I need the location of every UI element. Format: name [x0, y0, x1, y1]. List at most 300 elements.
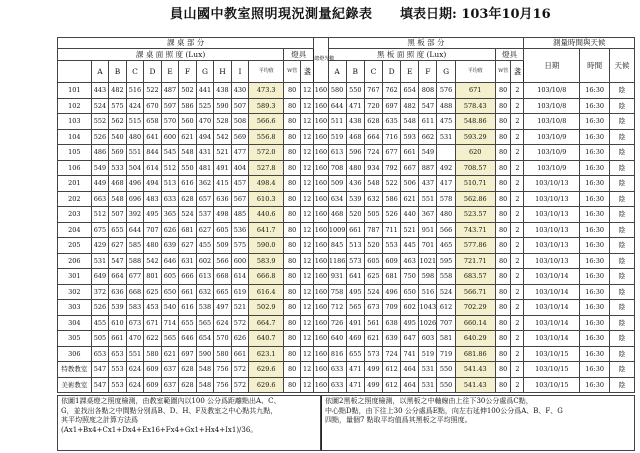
desk-value-cell: 628 — [179, 362, 197, 378]
notes-area — [57, 395, 635, 451]
desk-value-cell: 614 — [231, 269, 249, 285]
board-value-cell: 596 — [346, 145, 364, 161]
board-value-cell: 634 — [328, 191, 346, 207]
time-cell: 16:30 — [580, 98, 610, 114]
board-value-cell: 638 — [383, 315, 401, 331]
page-header — [0, 3, 640, 23]
board-value-cell: 931 — [328, 269, 346, 285]
desk-value-cell: 516 — [126, 83, 144, 99]
room-cell: 304 — [58, 315, 92, 331]
desk-value-cell: 507 — [109, 207, 127, 223]
desk-value-cell: 562 — [109, 114, 127, 130]
total-lamps-cell: 160 — [314, 222, 328, 238]
desk-value-cell: 470 — [126, 331, 144, 347]
board-value-cell: 708 — [328, 160, 346, 176]
desk-value-cell: 521 — [214, 145, 232, 161]
board-count-cell: 2 — [511, 284, 524, 300]
total-lamps-cell: 160 — [314, 191, 328, 207]
desk-value-cell: 619 — [231, 284, 249, 300]
board-value-cell: 709 — [383, 300, 401, 316]
board-value-cell: 934 — [364, 160, 382, 176]
time-cell: 16:30 — [580, 300, 610, 316]
desk-value-cell: 404 — [231, 160, 249, 176]
desk-value-cell: 372 — [91, 284, 109, 300]
desk-value-cell: 486 — [91, 145, 109, 161]
board-value-cell: 816 — [328, 346, 346, 362]
desk-count-cell: 12 — [301, 284, 314, 300]
note-line: 中心點D點，由下往上30 公分處爲E點，向左右延伸100公分爲A、B、F、G — [325, 406, 563, 415]
desk-value-cell: 668 — [214, 269, 232, 285]
board-value-cell: 887 — [419, 160, 437, 176]
desk-count-cell: 12 — [301, 83, 314, 99]
board-illum-header: 黑 板 面 照 度 (Lux) — [328, 49, 495, 61]
board-value-cell: 612 — [437, 300, 455, 316]
room-cell: 303 — [58, 300, 92, 316]
desk-watt-header: W管 — [284, 61, 301, 83]
board-watt-cell: 80 — [495, 83, 511, 99]
board-method-note — [321, 395, 635, 451]
board-count-cell: 2 — [511, 98, 524, 114]
desk-value-cell: 628 — [179, 191, 197, 207]
desk-value-cell: 528 — [214, 114, 232, 130]
desk-value-cell: 539 — [109, 300, 127, 316]
desk-value-cell: 431 — [196, 145, 214, 161]
desk-value-cell: 756 — [214, 377, 232, 393]
desk-value-cell: 509 — [214, 238, 232, 254]
board-avg-cell: 681.86 — [455, 346, 495, 362]
board-value-cell: 1186 — [328, 253, 346, 269]
desk-value-cell: 547 — [109, 253, 127, 269]
board-watt-cell: 80 — [495, 191, 511, 207]
date-cell: 103/10/8 — [524, 83, 580, 99]
desk-value-cell: 626 — [161, 222, 179, 238]
desk-avg-cell: 641.7 — [249, 222, 284, 238]
desk-value-cell: 570 — [161, 114, 179, 130]
desk-value-cell: 570 — [214, 331, 232, 347]
room-cell: 204 — [58, 222, 92, 238]
board-value-cell: 471 — [346, 377, 364, 393]
desk-count-cell: 12 — [301, 222, 314, 238]
weather-cell: 陰 — [610, 222, 635, 238]
board-avg-cell: 683.57 — [455, 269, 495, 285]
desk-value-cell: 590 — [196, 346, 214, 362]
board-value-cell: 719 — [437, 346, 455, 362]
total-lamps-cell: 160 — [314, 114, 328, 130]
desk-watt-cell: 80 — [284, 238, 301, 254]
room-cell: 103 — [58, 114, 92, 130]
desk-value-cell: 622 — [144, 331, 162, 347]
desk-value-cell: 537 — [196, 207, 214, 223]
board-value-cell: 471 — [346, 98, 364, 114]
board-value-cell: 767 — [364, 83, 382, 99]
desk-value-cell: 697 — [179, 346, 197, 362]
board-value-cell: 593 — [401, 129, 419, 145]
desk-value-cell: 455 — [91, 315, 109, 331]
total-lamps-cell: 160 — [314, 129, 328, 145]
desk-value-cell: 621 — [179, 129, 197, 145]
desk-count-cell: 12 — [301, 160, 314, 176]
date-cell: 103/10/9 — [524, 145, 580, 161]
board-avg-cell: 548.86 — [455, 114, 495, 130]
time-cell: 16:30 — [580, 207, 610, 223]
total-lamps-cell: 160 — [314, 83, 328, 99]
desk-value-cell: 565 — [161, 331, 179, 347]
desk-value-cell: 641 — [144, 129, 162, 145]
desk-watt-cell: 80 — [284, 315, 301, 331]
desk-value-cell: 540 — [161, 300, 179, 316]
desk-avg-cell: 556.8 — [249, 129, 284, 145]
board-value-cell: 724 — [364, 145, 382, 161]
board-value-cell: 550 — [346, 83, 364, 99]
board-value-cell: 1009 — [328, 222, 346, 238]
desk-value-cell: 626 — [231, 331, 249, 347]
date-cell: 103/10/14 — [524, 269, 580, 285]
board-avg-cell: 660.14 — [455, 315, 495, 331]
room-cell: 302 — [58, 284, 92, 300]
room-cell: 106 — [58, 160, 92, 176]
desk-value-cell: 600 — [161, 129, 179, 145]
desk-count-cell: 12 — [301, 129, 314, 145]
date-cell: 103/10/13 — [524, 176, 580, 192]
desk-value-cell: 487 — [161, 83, 179, 99]
weather-cell: 陰 — [610, 160, 635, 176]
total-lamps-cell: 160 — [314, 362, 328, 378]
board-value-cell: 463 — [401, 253, 419, 269]
board-avg-cell: 510.71 — [455, 176, 495, 192]
weather-cell: 陰 — [610, 362, 635, 378]
desk-value-cell: 696 — [126, 191, 144, 207]
desk-value-cell: 508 — [231, 114, 249, 130]
time-cell: 16:30 — [580, 160, 610, 176]
table-row — [58, 160, 635, 176]
board-lamp-header: 燈具 — [495, 49, 524, 61]
board-value-cell: 701 — [419, 238, 437, 254]
desk-value-cell: 468 — [109, 176, 127, 192]
board-avg-cell: 578.43 — [455, 98, 495, 114]
board-value-cell: 625 — [364, 269, 382, 285]
weather-cell: 陰 — [610, 331, 635, 347]
desk-value-cell: 644 — [126, 222, 144, 238]
desk-point-header: B — [109, 61, 127, 83]
board-value-cell: 650 — [401, 284, 419, 300]
desk-value-cell: 551 — [126, 145, 144, 161]
board-avg-cell: 743.71 — [455, 222, 495, 238]
desk-value-cell: 627 — [179, 238, 197, 254]
desk-value-cell: 633 — [161, 191, 179, 207]
date-cell: 103/10/15 — [524, 346, 580, 362]
desk-value-cell: 627 — [196, 222, 214, 238]
board-count-cell: 2 — [511, 331, 524, 347]
board-value-cell: 595 — [437, 253, 455, 269]
total-lamps-cell: 160 — [314, 315, 328, 331]
desk-value-cell: 602 — [196, 253, 214, 269]
board-value-cell: 438 — [346, 114, 364, 130]
board-value-cell: 621 — [401, 191, 419, 207]
desk-point-header: C — [126, 61, 144, 83]
board-value-cell: 511 — [328, 114, 346, 130]
board-watt-cell: 80 — [495, 238, 511, 254]
room-cell: 202 — [58, 191, 92, 207]
desk-value-cell: 610 — [109, 315, 127, 331]
desk-value-cell: 470 — [196, 114, 214, 130]
board-value-cell: 519 — [419, 346, 437, 362]
board-value-cell: 548 — [364, 176, 382, 192]
board-value-cell: 633 — [328, 362, 346, 378]
desk-count-cell: 12 — [301, 377, 314, 393]
desk-value-cell: 631 — [179, 253, 197, 269]
board-value-cell: 505 — [364, 207, 382, 223]
desk-value-cell: 512 — [91, 207, 109, 223]
desk-value-cell: 498 — [214, 207, 232, 223]
desk-value-cell: 424 — [126, 98, 144, 114]
note-line: 依圖1課桌燈之照度檢測，由教室範圍內以100 公分爲距離點出A、C、 — [61, 397, 281, 405]
board-value-cell: 550 — [437, 377, 455, 393]
date-cell: 103/10/15 — [524, 377, 580, 393]
desk-value-cell: 666 — [179, 269, 197, 285]
desk-watt-cell: 80 — [284, 114, 301, 130]
board-value-cell: 661 — [346, 222, 364, 238]
weather-cell: 陰 — [610, 83, 635, 99]
board-watt-cell: 80 — [495, 114, 511, 130]
time-cell: 16:30 — [580, 284, 610, 300]
board-value-cell: 445 — [401, 238, 419, 254]
desk-value-cell: 538 — [196, 300, 214, 316]
desk-value-cell: 614 — [144, 160, 162, 176]
desk-value-cell: 714 — [161, 315, 179, 331]
desk-value-cell: 512 — [161, 160, 179, 176]
board-watt-cell: 80 — [495, 269, 511, 285]
board-value-cell: 655 — [346, 346, 364, 362]
room-cell: 206 — [58, 253, 92, 269]
desk-point-header: H — [214, 61, 232, 83]
date-cell: 103/10/13 — [524, 222, 580, 238]
board-value-cell: 550 — [437, 362, 455, 378]
desk-value-cell: 605 — [214, 222, 232, 238]
desk-value-cell: 553 — [109, 377, 127, 393]
time-cell: 16:30 — [580, 253, 610, 269]
desk-value-cell: 531 — [91, 253, 109, 269]
desk-watt-cell: 80 — [284, 269, 301, 285]
board-value-cell: 586 — [383, 191, 401, 207]
desk-count-cell: 12 — [301, 98, 314, 114]
table-row — [58, 346, 635, 362]
desk-value-cell: 550 — [179, 160, 197, 176]
desk-avg-header: 平均值 — [249, 61, 284, 83]
table-row — [58, 191, 635, 207]
desk-value-cell: 482 — [109, 83, 127, 99]
desk-value-cell: 365 — [161, 207, 179, 223]
room-cell: 104 — [58, 129, 92, 145]
board-value-cell: 531 — [419, 377, 437, 393]
desk-watt-cell: 80 — [284, 331, 301, 347]
desk-value-cell: 801 — [144, 269, 162, 285]
desk-value-cell: 655 — [109, 222, 127, 238]
time-cell: 16:30 — [580, 176, 610, 192]
board-value-cell: 549 — [419, 145, 437, 161]
board-value-cell: 654 — [401, 83, 419, 99]
board-avg-cell: 671 — [455, 83, 495, 99]
desk-value-cell: 637 — [161, 377, 179, 393]
board-count-cell: 2 — [511, 362, 524, 378]
total-lamps-cell: 160 — [314, 176, 328, 192]
desk-value-cell: 636 — [214, 191, 232, 207]
time-cell: 16:30 — [580, 145, 610, 161]
desk-value-cell: 548 — [179, 145, 197, 161]
board-value-cell: 951 — [419, 222, 437, 238]
total-lamps-cell: 160 — [314, 238, 328, 254]
board-value-cell: 468 — [328, 207, 346, 223]
board-value-cell: 440 — [401, 207, 419, 223]
board-value-cell: 499 — [364, 377, 382, 393]
measurement-table — [57, 37, 635, 393]
time-cell: 16:30 — [580, 331, 610, 347]
table-row — [58, 207, 635, 223]
desk-value-cell: 658 — [144, 114, 162, 130]
board-count-cell: 2 — [511, 238, 524, 254]
desk-count-cell: 12 — [301, 346, 314, 362]
board-count-cell: 2 — [511, 176, 524, 192]
desk-value-cell: 548 — [196, 377, 214, 393]
table-row — [58, 176, 635, 192]
note-line: 其平均照度之計算方法爲 — [61, 416, 138, 424]
date-cell: 103/10/15 — [524, 362, 580, 378]
board-value-cell: 531 — [437, 129, 455, 145]
time-cell: 16:30 — [580, 129, 610, 145]
desk-value-cell: 673 — [126, 315, 144, 331]
desk-value-cell: 657 — [196, 191, 214, 207]
board-point-header: A — [328, 61, 346, 83]
board-watt-cell: 80 — [495, 331, 511, 347]
desk-value-cell: 575 — [109, 98, 127, 114]
desk-value-cell: 661 — [109, 331, 127, 347]
board-value-cell: 707 — [437, 315, 455, 331]
desk-value-cell: 646 — [179, 331, 197, 347]
board-count-cell: 2 — [511, 129, 524, 145]
total-lamps-cell: 160 — [314, 300, 328, 316]
weather-cell: 陰 — [610, 346, 635, 362]
board-watt-cell: 80 — [495, 253, 511, 269]
board-value-cell: 762 — [383, 83, 401, 99]
weather-cell: 陰 — [610, 207, 635, 223]
board-value-cell: 516 — [419, 284, 437, 300]
board-value-cell: 520 — [346, 207, 364, 223]
board-avg-cell: 541.43 — [455, 362, 495, 378]
desk-avg-cell: 590.0 — [249, 238, 284, 254]
board-count-cell: 2 — [511, 346, 524, 362]
desk-watt-cell: 80 — [284, 83, 301, 99]
date-cell: 103/10/13 — [524, 238, 580, 254]
date-cell: 103/10/13 — [524, 253, 580, 269]
desk-value-cell: 572 — [231, 377, 249, 393]
desk-watt-cell: 80 — [284, 191, 301, 207]
desk-value-cell: 661 — [231, 346, 249, 362]
desk-value-cell: 569 — [109, 145, 127, 161]
date-cell: 103/10/14 — [524, 300, 580, 316]
desk-avg-cell: 664.7 — [249, 315, 284, 331]
desk-value-cell: 521 — [231, 300, 249, 316]
desk-value-cell: 627 — [109, 238, 127, 254]
board-value-cell: 513 — [346, 238, 364, 254]
weather-cell: 陰 — [610, 377, 635, 393]
date-cell: 103/10/14 — [524, 315, 580, 331]
board-point-header: F — [419, 61, 437, 83]
board-value-cell: 741 — [401, 346, 419, 362]
table-row — [58, 129, 635, 145]
desk-value-cell: 654 — [196, 331, 214, 347]
board-value-cell: 792 — [383, 160, 401, 176]
header-row-section — [58, 38, 635, 49]
desk-value-cell: 560 — [179, 114, 197, 130]
board-value-cell: 499 — [364, 362, 382, 378]
table-row — [58, 315, 635, 331]
board-value-cell: 609 — [383, 253, 401, 269]
desk-value-cell: 483 — [144, 191, 162, 207]
desk-value-cell: 661 — [179, 284, 197, 300]
board-value-cell: 539 — [346, 191, 364, 207]
board-value-cell — [437, 145, 455, 161]
weather-cell: 陰 — [610, 129, 635, 145]
time-cell: 16:30 — [580, 83, 610, 99]
desk-value-cell: 449 — [91, 176, 109, 192]
desk-avg-cell: 527.8 — [249, 160, 284, 176]
date-cell: 103/10/13 — [524, 207, 580, 223]
board-value-cell: 628 — [364, 114, 382, 130]
desk-avg-cell: 502.9 — [249, 300, 284, 316]
table-row — [58, 114, 635, 130]
header-row-illum — [58, 49, 635, 61]
desk-value-cell: 583 — [126, 300, 144, 316]
board-value-cell: 640 — [328, 331, 346, 347]
desk-point-header: E — [161, 61, 179, 83]
desk-value-cell: 362 — [196, 176, 214, 192]
desk-value-cell: 494 — [144, 176, 162, 192]
desk-value-cell: 575 — [231, 238, 249, 254]
desk-watt-cell: 80 — [284, 98, 301, 114]
desk-value-cell: 632 — [196, 284, 214, 300]
board-value-cell: 506 — [401, 176, 419, 192]
board-value-cell: 673 — [364, 300, 382, 316]
board-avg-header: 平均值 — [455, 61, 495, 83]
board-value-cell: 524 — [364, 284, 382, 300]
desk-value-cell: 681 — [179, 222, 197, 238]
desk-avg-cell: 589.3 — [249, 98, 284, 114]
desk-value-cell: 553 — [109, 362, 127, 378]
board-value-cell: 697 — [383, 98, 401, 114]
desk-watt-cell: 80 — [284, 207, 301, 223]
board-avg-cell: 593.29 — [455, 129, 495, 145]
desk-watt-cell: 80 — [284, 362, 301, 378]
board-value-cell: 611 — [419, 114, 437, 130]
desk-avg-cell: 623.1 — [249, 346, 284, 362]
desk-value-cell: 548 — [196, 362, 214, 378]
desk-value-cell: 609 — [144, 362, 162, 378]
time-cell: 16:30 — [580, 238, 610, 254]
desk-value-cell: 441 — [196, 83, 214, 99]
desk-value-cell: 551 — [126, 346, 144, 362]
desk-value-cell: 650 — [161, 284, 179, 300]
weather-cell: 陰 — [610, 145, 635, 161]
desk-value-cell: 756 — [214, 362, 232, 378]
board-value-cell: 724 — [383, 346, 401, 362]
total-lamps-cell: 160 — [314, 377, 328, 393]
time-cell: 16:30 — [580, 377, 610, 393]
desk-point-header: A — [91, 61, 109, 83]
total-lamps-cell: 160 — [314, 346, 328, 362]
room-cell: 306 — [58, 346, 92, 362]
room-cell: 301 — [58, 269, 92, 285]
weather-cell: 陰 — [610, 238, 635, 254]
desk-value-cell: 477 — [231, 145, 249, 161]
